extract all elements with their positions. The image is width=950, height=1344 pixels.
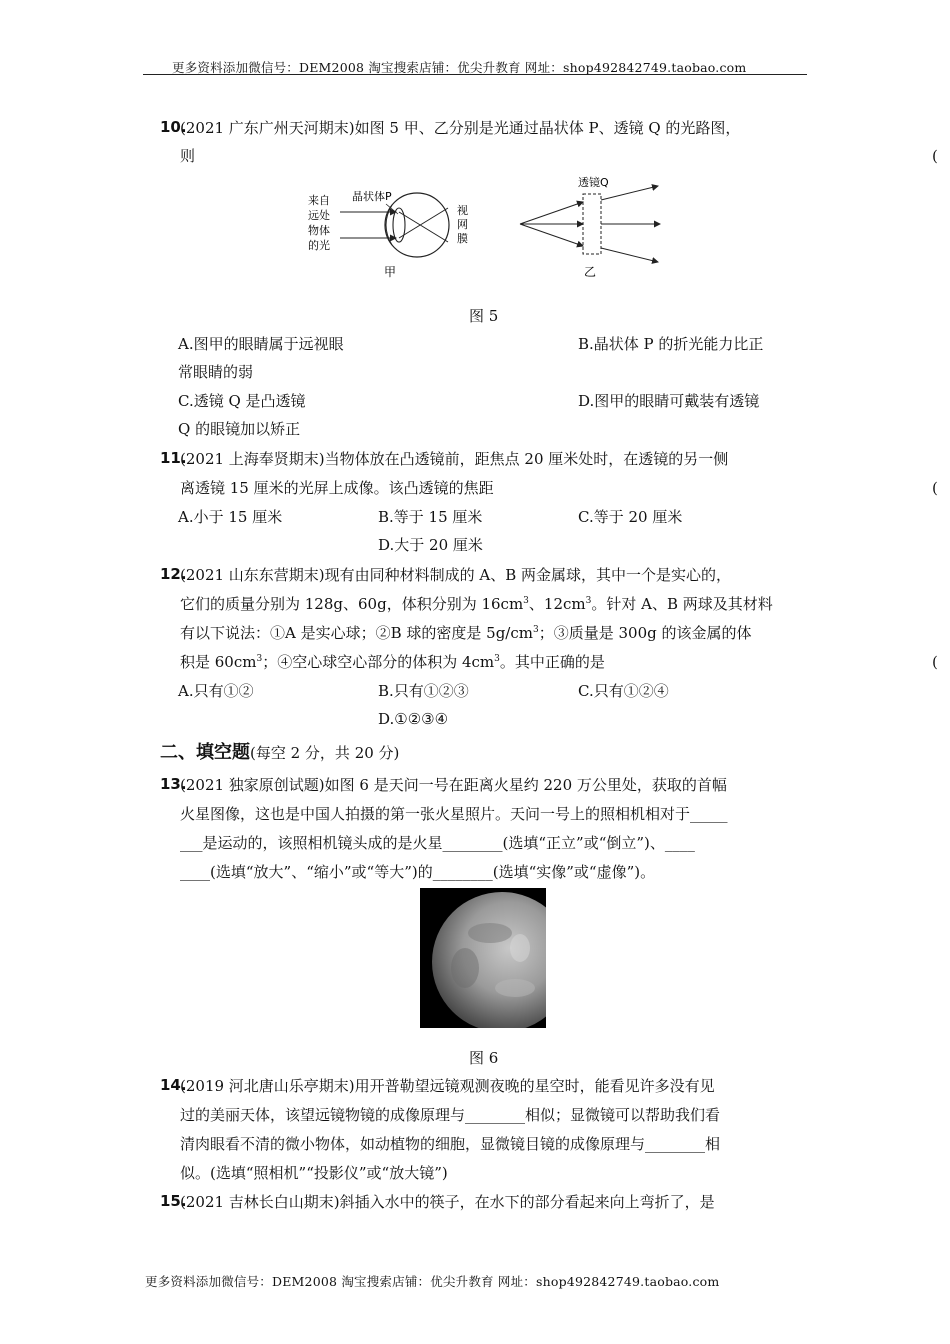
q12-option-b: B.只有①②③ <box>378 682 469 700</box>
q12-line1: (2021 山东东营期末)现有由同种材料制成的 A、B 两金属球，其中一个是实心的， <box>180 566 732 584</box>
q10-option-c: C.透镜 Q 是凸透镜 <box>178 392 306 410</box>
q14-line4: 似。(选填“照相机”“投影仪”或“放大镜”) <box>180 1164 448 1182</box>
q11-option-c: C.等于 20 厘米 <box>578 508 683 526</box>
q12-answer-bracket: ( <box>932 653 938 671</box>
q13-line1: (2021 独家原创试题)如图 6 是天问一号在距离火星约 220 万公里处，获取的首幅 <box>180 776 727 794</box>
mars-photo <box>420 888 546 1028</box>
q14-line1: (2019 河北唐山乐亭期末)用开普勒望远镜观测夜晚的星空时，能看见许多没有见 <box>180 1077 715 1095</box>
q13-number: 13. <box>160 775 187 793</box>
eye-diagram <box>308 189 468 279</box>
fig5-caption-jia: 甲 <box>384 265 397 279</box>
q10-option-b: B.晶状体 P 的折光能力比正 <box>578 335 764 353</box>
figure-5 <box>300 170 680 282</box>
q12-line2: 它们的质量分别为 128g、60g，体积分别为 $16cm^3$、$12cm^3$。针对 A、B 两球及其材料 <box>180 595 773 613</box>
fig5-caption-yi: 乙 <box>584 265 597 279</box>
section-2-title: 二、填空题 <box>160 742 250 763</box>
fig5-retina-label1: 视 <box>457 204 468 217</box>
q10-number: 10. <box>160 118 187 136</box>
q11-answer-bracket: ( <box>932 479 938 497</box>
page-header: 更多资料添加微信号：DEM2008 淘宝搜索店铺：优尖升教育 网址：shop492842749.taobao.com <box>172 60 747 75</box>
q12-line3: 有以下说法：①A 是实心球；②B 球的密度是 $5g/cm^3$；③质量是 300g 的该金属的体 <box>180 624 752 642</box>
q15-line1: (2021 吉林长白山期末)斜插入水中的筷子，在水下的部分看起来向上弯折了，是 <box>180 1193 715 1211</box>
q12-line4: 积是 $60cm^3$；④空心球空心部分的体积为 $4cm^3$。其中正确的是 <box>180 653 605 671</box>
q11-line1: (2021 上海奉贤期末)当物体放在凸透镜前，距焦点 20 厘米处时，在透镜的另一侧 <box>180 450 729 468</box>
q10-option-d: D.图甲的眼睛可戴装有透镜 <box>578 392 760 410</box>
q10-option-d-cont: Q 的眼镜加以矫正 <box>178 420 301 438</box>
q12-number: 12. <box>160 565 187 583</box>
q14-line3: 清肉眼看不清的微小物体，如动植物的细胞，显微镜目镜的成像原理与________相 <box>180 1135 721 1153</box>
q15-number: 15. <box>160 1192 187 1210</box>
lens-p-shape <box>393 208 405 242</box>
q13-line2: 火星图像，这也是中国人拍摄的第一张火星照片。天问一号上的照相机相对于_____ <box>180 805 728 823</box>
section-2-note: (每空 2 分，共 20 分) <box>250 744 400 762</box>
figure-6-mars-image <box>420 888 546 1028</box>
q14-number: 14. <box>160 1076 187 1094</box>
fig5-label-line3: 物体 <box>308 224 330 237</box>
fig5-retina-label2: 网 <box>457 218 468 231</box>
fig5-retina-label3: 膜 <box>457 232 468 245</box>
q11-number: 11. <box>160 449 187 467</box>
figure-5-diagram <box>300 170 680 282</box>
q11-option-a: A.小于 15 厘米 <box>178 508 283 526</box>
fig5-label-line2: 远处 <box>308 209 330 222</box>
header-rule <box>143 74 807 75</box>
figure-6-caption: 图 6 <box>469 1049 499 1067</box>
q13-line4: ____(选填“放大”、“缩小”或“等大”)的________(选填“实像”或“虚像”)。 <box>180 863 656 881</box>
section-2-heading <box>160 738 399 764</box>
page-footer: 更多资料添加微信号：DEM2008 淘宝搜索店铺：优尖升教育 网址：shop492842749.taobao.com <box>145 1274 720 1289</box>
q12-option-a: A.只有①② <box>178 682 254 700</box>
lens-q-diagram <box>520 175 660 279</box>
q12-option-d: D.①②③④ <box>378 710 449 728</box>
q12-option-c: C.只有①②④ <box>578 682 669 700</box>
q10-answer-bracket: ( <box>932 147 938 165</box>
q11-option-d: D.大于 20 厘米 <box>378 536 483 554</box>
q14-line2: 过的美丽天体，该望远镜物镜的成像原理与________相似；显微镜可以帮助我们看 <box>180 1106 721 1124</box>
fig5-lens-q-label: 透镜Q <box>578 176 609 189</box>
lens-q-shape <box>583 194 601 254</box>
q10-line2: 则 <box>180 147 196 165</box>
fig5-lens-p-label: 晶状体P <box>352 190 392 203</box>
figure-5-caption: 图 5 <box>469 307 499 325</box>
q11-line2: 离透镜 15 厘米的光屏上成像。该凸透镜的焦距 <box>180 479 494 497</box>
fig5-label-line4: 的光 <box>308 239 330 252</box>
q10-line1: (2021 广东广州天河期末)如图 5 甲、乙分别是光通过晶状体 P、透镜 Q 的光路图， <box>180 119 741 137</box>
fig5-label-line1: 来自 <box>308 194 330 207</box>
q13-line3: ___是运动的，该照相机镜头成的是火星________(选填“正立”或“倒立”)、____ <box>180 834 695 852</box>
eyeball-shape <box>385 193 449 257</box>
q10-option-a: A.图甲的眼睛属于远视眼 <box>178 335 344 353</box>
q10-option-b-cont: 常眼睛的弱 <box>178 363 254 381</box>
q11-option-b: B.等于 15 厘米 <box>378 508 483 526</box>
